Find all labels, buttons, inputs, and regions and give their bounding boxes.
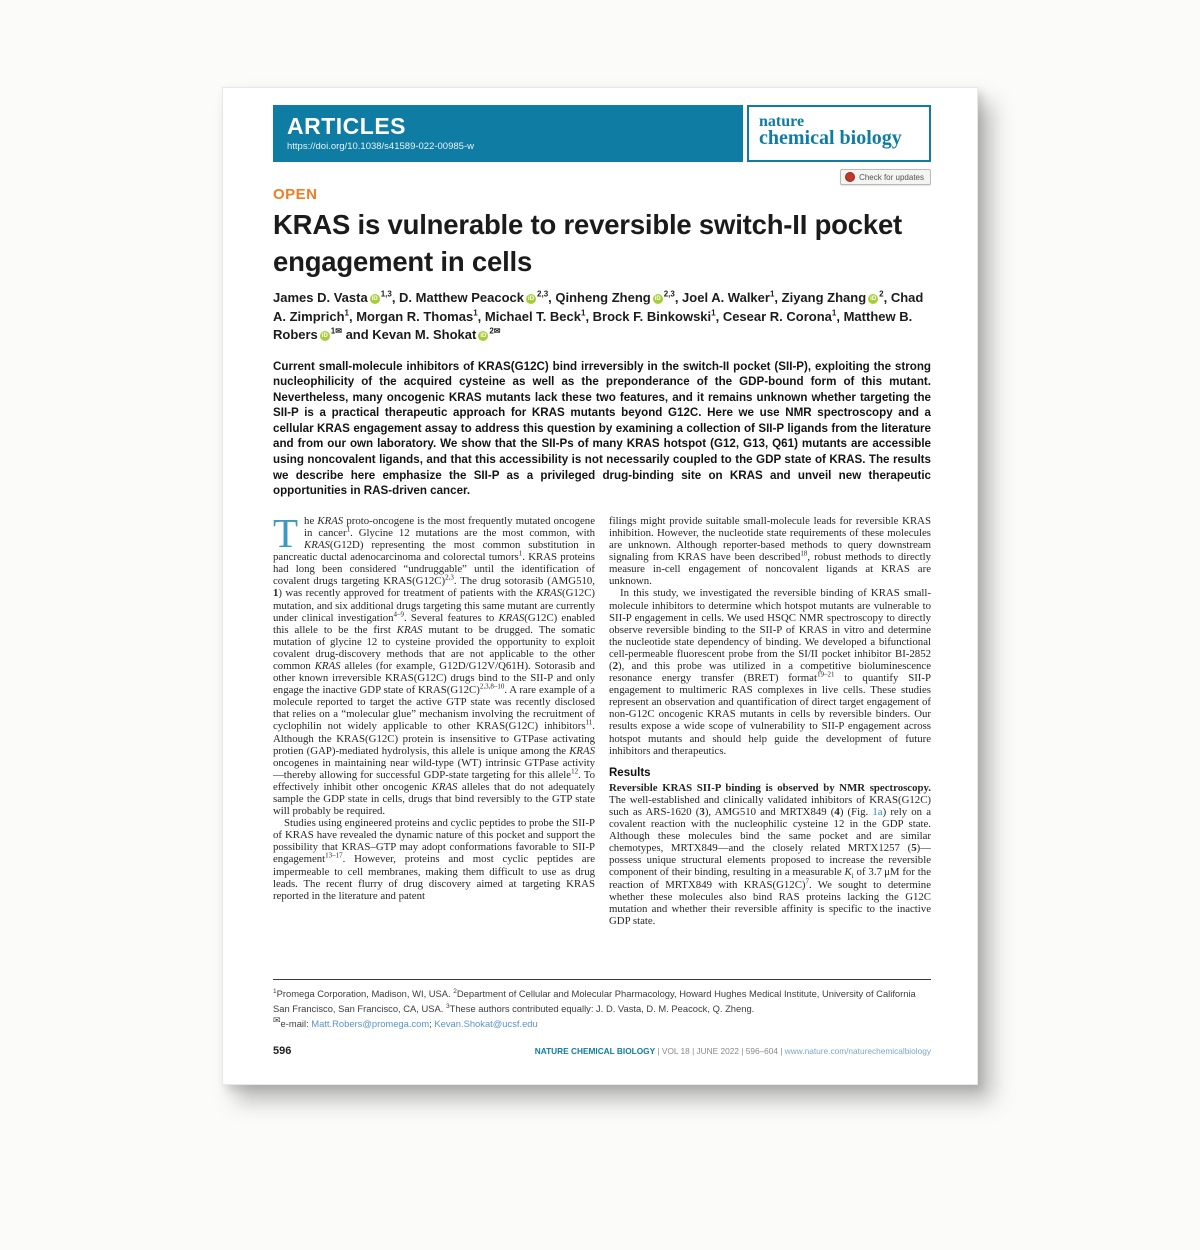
orcid-icon[interactable]: iD (371, 296, 378, 302)
check-for-updates-button[interactable] (840, 169, 931, 185)
orcid-icon[interactable]: iD (528, 296, 535, 302)
affiliation-divider (273, 979, 931, 980)
article-title: KRAS is vulnerable to reversible switch-II pocket engagement in cells (273, 209, 903, 277)
open-access-label: OPEN (273, 186, 318, 203)
article-type-label: ARTICLES (287, 113, 406, 139)
footer-issue-meta: | VOL 18 | JUNE 2022 | 596–604 | (655, 1046, 785, 1056)
intro-paragraph-3: filings might provide suitable small-molecule leads for reversible KRAS inhibition. However, the nucleotide state requirements of these molecules are unknown. Although reporter-based methods to query downstream signaling from KRAS have been described$^{18}$, robust methods to directly measure in-cell engagement of noncovalent ligands at KRAS are unknown. (609, 514, 931, 588)
article-page (222, 87, 978, 1085)
email-line: ✉e-mail: Matt.Robers@promega.com; Kevan.Shokat@ucsf.edu (273, 1014, 538, 1029)
results-paragraph-1: Reversible KRAS SII-P binding is observed by NMR spectroscopy. The well-established and clinically validated inhibitors of KRAS(G12C) such as ARS-1620 (3), AMG510 and MRTX849 (4) (Fig. 1a) rely on a covalent reaction with the nucleophilic cysteine 12 in the GDP state. Although these molecules bind the same pocket and are similar chemotypes, MRTX849—and the closely related MRTX1257 (5)—possess unique structural elements proposed to increase the reversible component of their binding, resulting in a measurable $K_i$ of 3.7 μM for the reaction of MRTX849 with $KRAS(G12C)^7$. We sought to determine whether these molecules also bind RAS proteins lacking the G12C mutation and whether their reversible affinity is specific to the inactive GDP state. (609, 781, 931, 927)
body-columns (273, 515, 931, 969)
email-link-robers[interactable]: Matt.Robers@promega.com (311, 1018, 430, 1029)
results-heading: Results (609, 766, 651, 779)
badge-row (273, 169, 931, 185)
orcid-icon[interactable]: iD (870, 296, 877, 302)
journal-logo-line2: chemical biology (759, 127, 902, 149)
crossmark-icon (845, 172, 855, 182)
figure-1a-link[interactable]: 1a (872, 806, 883, 818)
orcid-icon[interactable]: iD (321, 333, 328, 339)
email-link-shokat[interactable]: Kevan.Shokat@ucsf.edu (434, 1018, 538, 1029)
page-number: 596 (273, 1045, 292, 1057)
intro-paragraph-1: The KRAS proto-oncogene is the most frequently mutated oncogene in cancer$^1$. Glycine 12 mutations are the most common, with KRAS(G12D) representing the most common substitution in pancreatic ductal adenocarcinoma and colorectal tumors$^1$. KRAS proteins had long been considered “undruggable” until the identification of covalent drugs targeting $KRAS(G12C)^{2,3}$. The drug sotorasib (AMG510, 1) was recently approved for treatment of patients with the KRAS(G12C) mutation, and six additional drugs targeting this same mutant are currently under clinical investigation$^{4-9}$. Several features to KRAS(G12C) enabled this allele to be the first KRAS mutant to be drugged. The somatic mutation of glycine 12 to cysteine provided the opportunity to exploit covalent drug-discovery methods that are not applicable to the other common KRAS alleles (for example, G12D/G12V/Q61H). Sotorasib and other known irreversible KRAS(G12C) drugs bind to the SII-P and only engage the inactive GDP state of $KRAS(G12C)^{2,3,8-10}$. A rare example of a molecule reported to target the active GTP state was recently disclosed that relies on a “molecular glue” mechanism involving the recruitment of cyclophilin not widely applicable to other KRAS(G12C) inhibitors$^{11}$. Although the KRAS(G12C) protein is insensitive to GTPase activating protien (GAP)-mediated hydrolysis, this allele is unique among the KRAS oncogenes in maintaining near wild-type (WT) intrinsic GTPase activity—thereby allowing for successful GDP-state targeting for this allele$^{12}$. To effectively inhibit other oncogenic KRAS alleles that do not adequately sample the GDP state in cells, drugs that bind reversibly to the GTP state will probably be required. (273, 514, 596, 818)
page-content (273, 105, 931, 1057)
affiliations: $^1$Promega Corporation, Madison, WI, USA. $^2$Department of Cellular and Molecular Pharmacology, Howard Hughes Medical Institute, University of California San Francisco, San Francisco, CA, USA. $^3$These authors contributed equally: J. D. Vasta, D. M. Peacock, Q. Zheng. (273, 987, 916, 1014)
header-banner (273, 105, 931, 162)
page-footer (273, 1031, 931, 1057)
intro-paragraph-4: In this study, we investigated the reversible binding of KRAS small-molecule inhibitors to determine which hotspot mutants are vulnerable to SII-P engagement in cells. We used HSQC NMR spectroscopy to directly observe reversible binding to the SII-P of KRAS in vitro and determine the nucleotide state dependency of binding. We developed a bifunctional cell-permeable fluorescent probe from the SI/II pocket inhibitor BI-2852 (2), and this probe was utilized in a competitive bioluminescence resonance energy transfer (BRET) format$^{19-21}$ to quantify SII-P engagement to multimeric RAS complexes in live cells. These studies represent an observation and quantification of direct target engagement of non-G12C oncogenic KRAS mutants in cells by reversible binders. Our results expose a wide scope of vulnerability to SII-P engagement across hotspot mutants and should help guide the development of future inhibitors and therapeutics. (609, 587, 931, 757)
left-column (273, 515, 595, 969)
right-column (609, 515, 931, 969)
footer-journal-name: NATURE CHEMICAL BIOLOGY (534, 1046, 656, 1056)
articles-banner (273, 105, 743, 162)
journal-logo-line1: nature (759, 113, 805, 130)
orcid-icon[interactable]: iD (480, 333, 487, 339)
orcid-icon[interactable]: iD (654, 296, 661, 302)
drop-cap: T (273, 514, 299, 556)
author-list: James D. Vasta iD$^{1,3}$, D. Matthew Peacock iD$^{2,3}$, Qinheng Zheng iD$^{2,3}$, Joel A. Walker$^1$, Ziyang Zhang $iD^2$, Chad A. Zimprich$^1$, Morgan R. Thomas$^1$, Michael T. Beck$^1$, Brock F. Binkowski$^1$, Cesear R. Corona$^1$, Matthew B. Robers $iD^{1✉}$ and Kevan M. Shokat $iD^{2✉}$ (273, 289, 924, 342)
footer-journal-url[interactable]: www.nature.com/naturechemicalbiology (784, 1046, 931, 1056)
check-updates-label: Check for updates (859, 172, 924, 182)
footer-meta (535, 1046, 931, 1056)
intro-paragraph-2: Studies using engineered proteins and cyclic peptides to probe the SII-P of KRAS have revealed the dynamic nature of this pocket and support the possibility that KRAS–GTP may adopt conformations favorable to SII-P engagement$^{13-17}$. However, proteins and most cyclic peptides are impermeable to cell membranes, making them difficult to use as drug leads. The recent flurry of drug discovery aimed at targeting KRAS reported in the literature and patent (273, 817, 595, 902)
doi-link[interactable]: https://doi.org/10.1038/s41589-022-00985-w (287, 141, 474, 152)
journal-logo (747, 105, 931, 162)
abstract: Current small-molecule inhibitors of KRAS(G12C) bind irreversibly in the switch-II pocket (SII-P), exploiting the strong nucleophilicity of the acquired cysteine as well as the preponderance of the GDP-bound form of this mutant. Nevertheless, many oncogenic KRAS mutants lack these two features, and it remains unknown whether targeting the SII-P is a practical therapeutic approach for KRAS mutants beyond G12C. Here we use NMR spectroscopy and a cellular KRAS engagement assay to address this question by examining a collection of SII-P ligands from the literature and from our own laboratory. We show that the SII-Ps of many KRAS hotspot (G12, G13, Q61) mutants are accessible using noncovalent ligands, and that this accessibility is not necessarily coupled to the GDP state of KRAS. The results we describe here emphasize the SII-P as a privileged drug-binding site on KRAS and unveil new therapeutic opportunities in RAS-driven cancer. (273, 359, 931, 498)
